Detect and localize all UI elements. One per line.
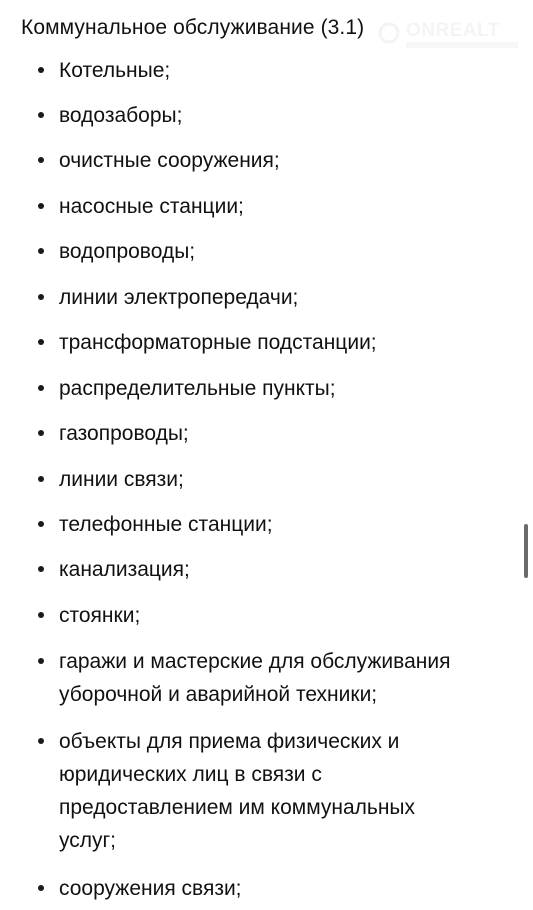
list-item-label: насосные станции; xyxy=(59,195,244,218)
bullet-icon xyxy=(38,566,44,572)
bullet-icon xyxy=(38,248,44,254)
list-item-label: газопроводы; xyxy=(59,422,189,445)
bullet-icon xyxy=(38,112,44,118)
list-item-label: линии связи; xyxy=(59,468,184,491)
bullet-icon xyxy=(38,738,44,744)
watermark-brand: ONREALT xyxy=(406,20,500,41)
list-item-label: канализация; xyxy=(59,558,190,581)
bullet-icon xyxy=(38,885,44,891)
onrealt-logo-icon xyxy=(378,22,400,44)
bullet-icon xyxy=(38,476,44,482)
list-item-label: распределительные пункты; xyxy=(59,377,336,400)
watermark-subline xyxy=(406,42,518,48)
bullet-icon xyxy=(38,430,44,436)
list-item-label: трансформаторные подстанции; xyxy=(59,331,377,354)
list-item-label: водозаборы; xyxy=(59,104,183,127)
list-item-label: очистные сооружения; xyxy=(59,149,280,172)
bullet-icon xyxy=(38,385,44,391)
page-title: Коммунальное обслуживание (3.1) xyxy=(21,16,365,39)
list-item-label: сооружения связи; xyxy=(59,877,242,900)
bullet-icon xyxy=(38,203,44,209)
bullet-icon xyxy=(38,658,44,664)
list-item-label: водопроводы; xyxy=(59,240,196,263)
bullet-icon xyxy=(38,339,44,345)
list-item-label: объекты для приема физических и юридических лиц в связи с предоставлением им коммунальных услуг; xyxy=(59,730,416,852)
list-item-label: гаражи и мастерские для обслуживания уборочной и аварийной техники; xyxy=(59,650,451,706)
bullet-icon xyxy=(38,294,44,300)
list-item-label: стоянки; xyxy=(59,604,141,627)
list-item-label: телефонные станции; xyxy=(59,513,273,536)
bullet-icon xyxy=(38,612,44,618)
bullet-icon xyxy=(38,157,44,163)
watermark-logo xyxy=(378,20,528,54)
list-item-label: Котельные; xyxy=(59,59,171,82)
bullet-icon xyxy=(38,67,44,73)
scroll-indicator[interactable] xyxy=(524,524,528,578)
list-item-label: линии электропередачи; xyxy=(59,286,299,309)
bullet-icon xyxy=(38,521,44,527)
